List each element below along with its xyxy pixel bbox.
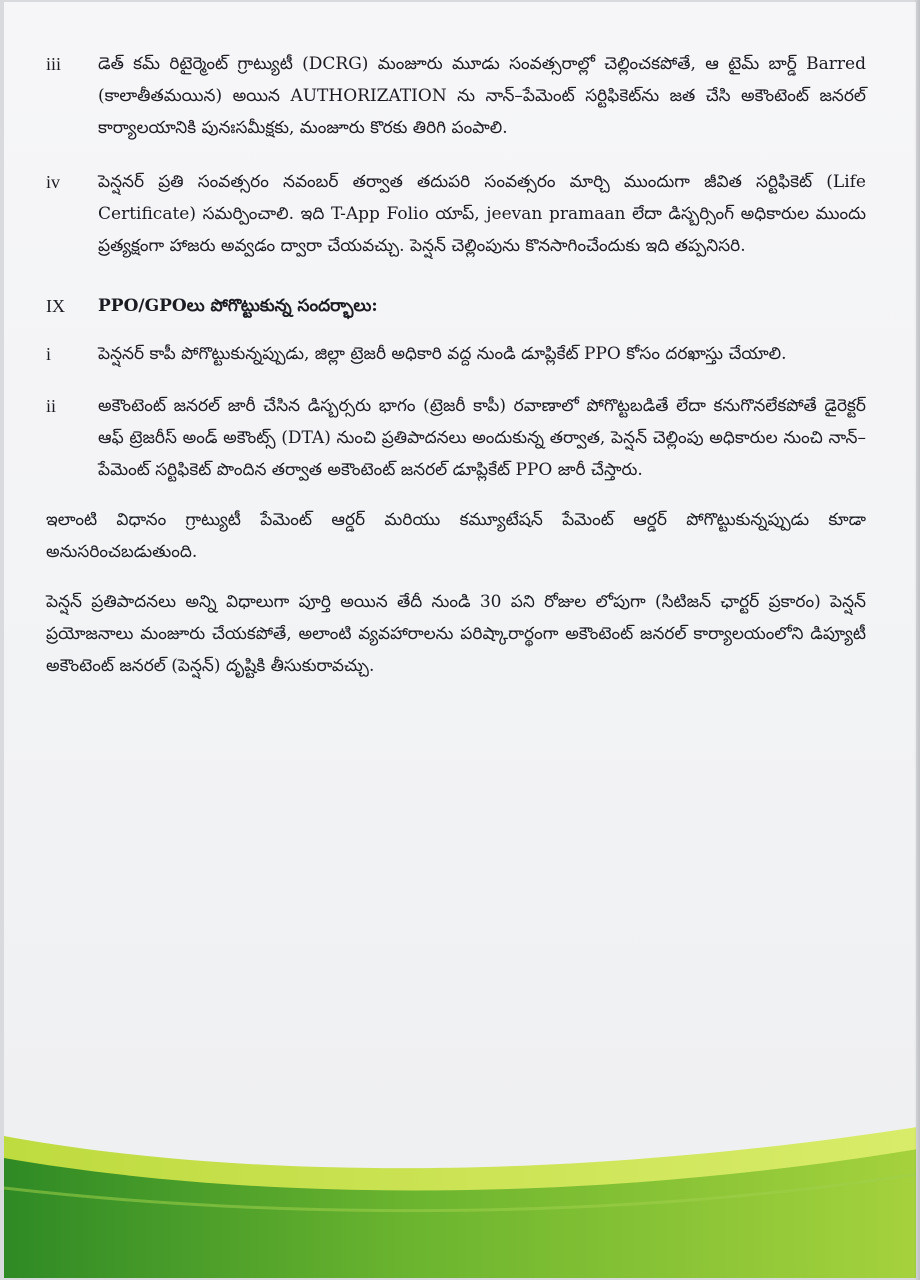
section-number: IX (46, 296, 65, 316)
item-number: iv (46, 172, 61, 192)
list-item-i (46, 338, 866, 370)
item-text: పెన్షనర్ ప్రతి సంవత్సరం నవంబర్ తర్వాత తదుపరి సంవత్సరం మార్చి ముందుగా జీవిత సర్టిఫికెట్ (Life Certificate) సమర్పించాలి. ఇది T-App Folio యాప్, jeevan pramaan లేదా డిస్బర్సింగ్ అధికారుల ముందు ప్రత్యక్షంగా హాజరు అవ్వడం ద్వారా చేయవచ్చు. పెన్షన్ చెల్లింపును కొనసాగించేందుకు ఇది తప్పనిసరి. (98, 172, 866, 256)
item-text: డెత్ కమ్ రిటైర్మెంట్ గ్రాట్యుటీ (DCRG) మంజూరు మూడు సంవత్సరాల్లో చెల్లించకపోతే, ఆ టైమ్ బార్డ్ Barred (కాలాతీతమయిన) అయిన AUTHORIZATION ను నాన్–పేమెంట్ సర్టిఫికెట్‌ను జత చేసి అకౌంటెంట్ జనరల్ కార్యాలయానికి పునఃసమీక్షకు, మంజూరు కొరకు తిరిగి పంపాలి. (98, 54, 866, 138)
paragraph-citizen-charter: పెన్షన్ ప్రతిపాదనలు అన్ని విధాలుగా పూర్తి అయిన తేదీ నుండి 30 పని రోజుల లోపుగా (సిటిజన్ ఛార్టర్ ప్రకారం) పెన్షన్ ప్రయోజనాలు మంజూరు చేయకపోతే, అలాంటి వ్యవహారాలను పరిష్కారార్థంగా అకౌంటెంట్ జనరల్ కార్యాలయంలోని డిప్యూటీ అకౌంటెంట్ జనరల్ (పెన్షన్) దృష్టికి తీసుకురావచ్చు. (46, 592, 866, 676)
paragraph-similar-procedure: ఇలాంటి విధానం గ్రాట్యుటీ పేమెంట్ ఆర్డర్ మరియు కమ్యూటేషన్ పేమెంట్ ఆర్డర్ పోగొట్టుకున్నప్పుడు కూడా అనుసరించబడుతుంది. (46, 510, 866, 562)
list-item-iii (46, 48, 866, 144)
item-number: iii (46, 54, 62, 74)
item-number: ii (46, 396, 57, 416)
green-wave-footer (4, 1118, 916, 1278)
list-item-ii (46, 390, 866, 486)
document-page (4, 2, 916, 1278)
item-text: పెన్షనర్ కాపీ పోగొట్టుకున్నప్పుడు, జిల్లా ట్రెజరీ అధికారి వద్ద నుండి డూప్లికేట్ PPO కోసం దరఖాస్తు చేయాలి. (98, 344, 787, 364)
section-heading-ix (46, 290, 866, 322)
section-title: PPO/GPOలు పోగొట్టుకున్న సందర్భాలు: (98, 296, 378, 316)
item-text: అకౌంటెంట్ జనరల్ జారీ చేసిన డిస్బర్సరు భాగం (ట్రెజరీ కాపీ) రవాణాలో పోగొట్టబడితే లేదా కనుగొనలేకపోతే డైరెక్టర్ ఆఫ్ ట్రెజరీస్ అండ్ అకౌంట్స్ (DTA) నుంచి ప్రతిపాదనలు అందుకున్న తర్వాత, పెన్షన్ చెల్లింపు అధికారుల నుంచి నాన్–పేమెంట్ సర్టిఫికెట్ పొందిన తర్వాత అకౌంటెంట్ జనరల్ డూప్లికేట్ PPO జారీ చేస్తారు. (98, 396, 866, 480)
page-content (46, 48, 866, 682)
item-number: i (46, 344, 52, 364)
list-item-iv (46, 166, 866, 262)
page-edge-shadow (914, 0, 920, 1280)
